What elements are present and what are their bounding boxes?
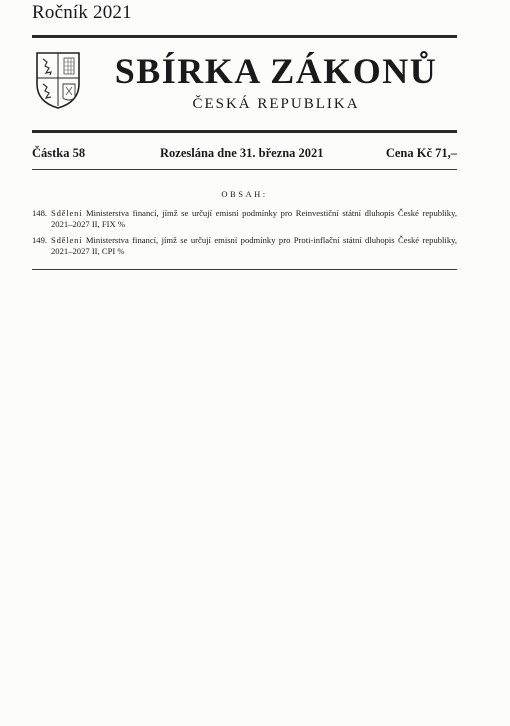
- entry-text: Ministerstva financí, jímž se určují emisní podmínky pro Proti-inflační státní dluhopis České republiky, 2021–2027 II, CPI %: [51, 235, 457, 256]
- entry-lead: Sdělení: [51, 235, 83, 245]
- entry-number: 149.: [32, 235, 48, 245]
- volume-label: Ročník 2021: [32, 2, 132, 23]
- header-bottom-rule: [32, 130, 457, 133]
- meta-divider: [32, 169, 457, 170]
- contents-entry: [32, 208, 457, 230]
- publication-date: Rozeslána dne 31. března 2021: [160, 146, 324, 160]
- contents-bottom-rule: [32, 269, 457, 270]
- issue-price: Cena Kč 71,–: [385, 146, 457, 160]
- contents-entry: [32, 235, 457, 257]
- entry-number: 148.: [32, 208, 48, 218]
- gazette-subtitle: ČESKÁ REPUBLIKA: [192, 96, 360, 112]
- gazette-title: SBÍRKA ZÁKONŮ: [114, 51, 438, 91]
- entry-lead: Sdělení: [51, 208, 83, 218]
- contents-heading: OBSAH:: [221, 189, 268, 199]
- header-top-rule: [32, 35, 457, 38]
- state-emblem-icon: [33, 50, 83, 110]
- entry-text: Ministerstva financí, jímž se určují emisní podmínky pro Reinvestiční státní dluhopis České republiky, 2021–2027 II, FIX %: [51, 208, 457, 229]
- issue-number: Částka 58: [32, 146, 86, 160]
